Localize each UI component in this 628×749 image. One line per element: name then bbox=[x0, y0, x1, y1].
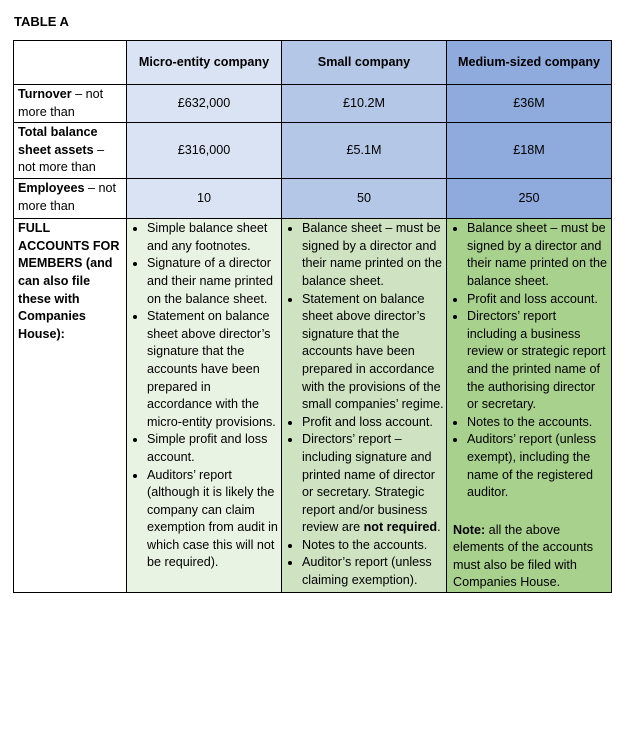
full-accounts-micro bbox=[127, 219, 282, 593]
employees-micro: 10 bbox=[127, 179, 282, 219]
list-item: • Balance sheet – must be signed by a director and their name printed on the balance sheet. bbox=[302, 220, 444, 290]
full-accounts-medium bbox=[447, 219, 612, 593]
header-empty-cell bbox=[14, 41, 127, 85]
list-item: • Statement on balance sheet above director’s signature that the accounts have been prepared in accordance with the provisions of the small companies’ regime. bbox=[302, 291, 444, 414]
row-label-full-accounts: FULL ACCOUNTS FOR MEMBERS (and can also file these with Companies House): bbox=[14, 219, 127, 593]
list-item: • Profit and loss account. bbox=[467, 291, 609, 309]
list-item: • Balance sheet – must be signed by a director and their name printed on the balance sheet. bbox=[467, 220, 609, 290]
list-item: • Simple balance sheet and any footnotes. bbox=[147, 220, 279, 255]
list-item: • Simple profit and loss account. bbox=[147, 431, 279, 466]
row-label-turnover: Turnover – not more than bbox=[14, 85, 127, 123]
list-item: • Directors’ report – including signature and printed name of director or secretary. Strategic report and/or business review are not required. bbox=[302, 431, 444, 537]
balance-medium: £18M bbox=[447, 123, 612, 179]
header-small-company: Small company bbox=[282, 41, 447, 85]
list-item: • Profit and loss account. bbox=[302, 414, 444, 432]
turnover-medium: £36M bbox=[447, 85, 612, 123]
employees-small: 50 bbox=[282, 179, 447, 219]
table-title: TABLE A bbox=[14, 14, 69, 29]
list-item: • Notes to the accounts. bbox=[302, 537, 444, 555]
turnover-micro: £632,000 bbox=[127, 85, 282, 123]
employees-medium: 250 bbox=[447, 179, 612, 219]
balance-micro: £316,000 bbox=[127, 123, 282, 179]
micro-requirements-list bbox=[127, 220, 279, 572]
header-row bbox=[14, 41, 612, 85]
table-row-full-accounts bbox=[14, 219, 612, 593]
row-label-balance-sheet: Total balance sheet assets – not more than bbox=[14, 123, 127, 179]
list-item: • Auditors’ report (although it is likely the company can claim exemption from audit in which case this will not be required). bbox=[147, 467, 279, 573]
medium-note: Note: all the above elements of the accounts must also be filed with Companies House. bbox=[453, 522, 594, 590]
company-size-table bbox=[13, 40, 612, 593]
list-item: • Notes to the accounts. bbox=[467, 414, 609, 432]
list-item: • Auditors’ report (unless exempt), including the name of the registered auditor. bbox=[467, 431, 609, 501]
table-row-turnover bbox=[14, 85, 612, 123]
table-row-balance-sheet bbox=[14, 123, 612, 179]
list-item: • Directors’ report including a business review or strategic report and the printed name of the authorising director or secretary. bbox=[467, 308, 609, 414]
turnover-small: £10.2M bbox=[282, 85, 447, 123]
balance-small: £5.1M bbox=[282, 123, 447, 179]
header-medium-company: Medium-sized company bbox=[447, 41, 612, 85]
row-label-employees: Employees – not more than bbox=[14, 179, 127, 219]
small-requirements-list bbox=[282, 220, 444, 589]
header-micro-entity: Micro-entity company bbox=[127, 41, 282, 85]
list-item: • Auditor’s report (unless claiming exemption). bbox=[302, 554, 444, 589]
table-row-employees bbox=[14, 179, 612, 219]
list-item: • Statement on balance sheet above director’s signature that the accounts have been prepared in accordance with the micro-entity provisions. bbox=[147, 308, 279, 431]
list-item: • Signature of a director and their name printed on the balance sheet. bbox=[147, 255, 279, 308]
full-accounts-small bbox=[282, 219, 447, 593]
medium-requirements-list bbox=[447, 220, 609, 502]
